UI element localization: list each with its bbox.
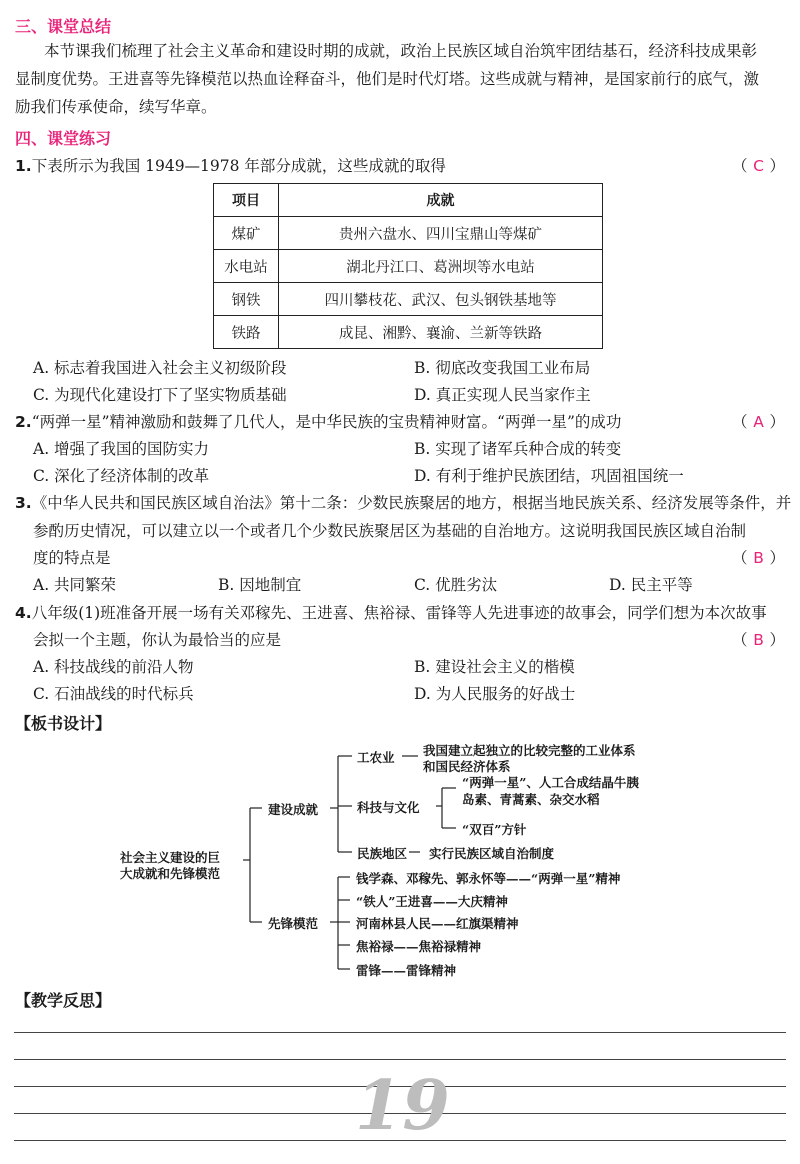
option-d: D. 有利于维护民族团结，巩固祖国统一 (414, 467, 684, 485)
board-industry-desc-1: 我国建立起独立的比较完整的工业体系 (423, 743, 636, 758)
page-number: 19 (355, 1066, 450, 1146)
option-a: A. 共同繁荣 (33, 576, 117, 594)
writing-line (14, 1059, 786, 1060)
option-b: B. 实现了诸军兵种合成的转变 (414, 440, 622, 458)
option-d: D. 为人民服务的好战士 (414, 685, 576, 703)
board-industry-desc-2: 和国民经济体系 (423, 759, 511, 774)
board-node-ethnic (357, 844, 554, 862)
paren-open: （ (732, 631, 748, 649)
paren-close: ） (769, 157, 786, 175)
board-root-line-2: 大成就和先锋模范 (120, 866, 221, 881)
table-cell: 贵州六盘水、四川宝鼎山等煤矿 (279, 217, 603, 250)
question-number: 2. (15, 413, 32, 431)
paren-close: ） (769, 631, 786, 649)
board-root-line-1: 社会主义建设的巨 (120, 850, 221, 865)
question-text-line-1: 《中华人民共和国民族区域自治法》第十二条：少数民族聚居的地方，根据当地民族关系、经济发展等条件，并 (31, 494, 792, 512)
board-science-desc-1: “两弹一星”、人工合成结晶牛胰 (462, 775, 639, 790)
paren-open: （ (732, 413, 748, 431)
reflection-heading: 【教学反思】 (15, 991, 112, 1010)
question-number: 3. (15, 494, 32, 512)
table-header: 成就 (279, 184, 603, 217)
paren-close: ） (769, 549, 786, 567)
option-d: D. 民主平等 (609, 576, 693, 594)
summary-heading: 三、课堂总结 (15, 17, 112, 36)
option-c: C. 深化了经济体制的改革 (33, 467, 210, 485)
writing-line (14, 1032, 786, 1033)
board-node-industry: 工农业 (357, 750, 395, 765)
question-text-line-3: 度的特点是 (33, 549, 111, 567)
question-text: 下表所示为我国 1949—1978 年部分成就，这些成就的取得 (31, 157, 446, 175)
board-model-5: 雷锋——雷锋精神 (356, 963, 457, 978)
paren-open: （ (732, 157, 748, 175)
answer-letter: C (753, 157, 764, 175)
table-cell: 钢铁 (214, 283, 279, 316)
option-b: B. 彻底改变我国工业布局 (414, 359, 591, 377)
practice-heading: 四、课堂练习 (15, 129, 112, 148)
question-text: “两弹一星”精神激励和鼓舞了几代人，是中华民族的宝贵精神财富。“两弹一星”的成功 (31, 413, 622, 431)
option-a: A. 增强了我国的国防实力 (33, 440, 210, 458)
board-branch-achievements: 建设成就 (268, 802, 319, 817)
table-cell: 铁路 (214, 316, 279, 349)
table-cell: 水电站 (214, 250, 279, 283)
board-model-2: “铁人”王进喜——大庆精神 (356, 894, 508, 909)
board-node-ethnic-label: 民族地区 (357, 846, 408, 861)
table-cell: 湖北丹江口、葛洲坝等水电站 (279, 250, 603, 283)
question-number: 4. (15, 604, 32, 622)
board-model-1: 钱学森、邓稼先、郭永怀等——“两弹一星”精神 (356, 871, 621, 886)
option-a: A. 标志着我国进入社会主义初级阶段 (33, 359, 287, 377)
board-node-science: 科技与文化 (357, 800, 420, 815)
answer-letter: A (753, 413, 764, 431)
board-science-desc-2: 岛素、青蒿素、杂交水稻 (462, 792, 600, 807)
answer-letter: B (753, 549, 764, 567)
board-science-desc-3: “双百”方针 (462, 822, 527, 837)
option-a: A. 科技战线的前沿人物 (33, 658, 194, 676)
question-number: 1. (15, 157, 32, 175)
question-text-line-1: 八年级(1)班准备开展一场有关邓稼先、王进喜、焦裕禄、雷锋等人先进事迹的故事会，同学们想为本次故事 (31, 604, 767, 622)
board-model-3: 河南林县人民——红旗渠精神 (356, 916, 519, 931)
option-c: C. 石油战线的时代标兵 (33, 685, 194, 703)
summary-line-1: 本节课我们梳理了社会主义革命和建设时期的成就，政治上民族区域自治筑牢团结基石，经济科技成果彰 (44, 42, 758, 60)
question-text-line-2: 参酌历史情况，可以建立以一个或者几个少数民族聚居区为基础的自治地方。这说明我国民族区域自治制 (33, 522, 747, 540)
table-cell: 煤矿 (214, 217, 279, 250)
board-heading: 【板书设计】 (15, 714, 112, 733)
table-cell: 四川攀枝花、武汉、包头钢铁基地等 (279, 283, 603, 316)
option-b: B. 因地制宜 (218, 576, 302, 594)
table-header: 项目 (214, 184, 279, 217)
board-ethnic-desc: 实行民族区域自治制度 (429, 846, 555, 861)
paren-close: ） (769, 413, 786, 431)
option-b: B. 建设社会主义的楷模 (414, 658, 575, 676)
board-model-4: 焦裕禄——焦裕禄精神 (356, 939, 482, 954)
board-branch-models: 先锋模范 (268, 916, 319, 931)
summary-line-3: 励我们传承使命，续写华章。 (15, 98, 217, 116)
paren-open: （ (732, 549, 748, 567)
question-text-line-2: 会拟一个主题，你认为最恰当的应是 (33, 631, 282, 649)
option-d: D. 真正实现人民当家作主 (414, 386, 591, 404)
summary-line-2: 显制度优势。王进喜等先锋模范以热血诠释奋斗，他们是时代灯塔。这些成就与精神，是国家前行的底气，激 (15, 70, 760, 88)
answer-letter: B (753, 631, 764, 649)
table-cell: 成昆、湘黔、襄渝、兰新等铁路 (279, 316, 603, 349)
option-c: C. 优胜劣汰 (414, 576, 498, 594)
option-c: C. 为现代化建设打下了坚实物质基础 (33, 386, 287, 404)
